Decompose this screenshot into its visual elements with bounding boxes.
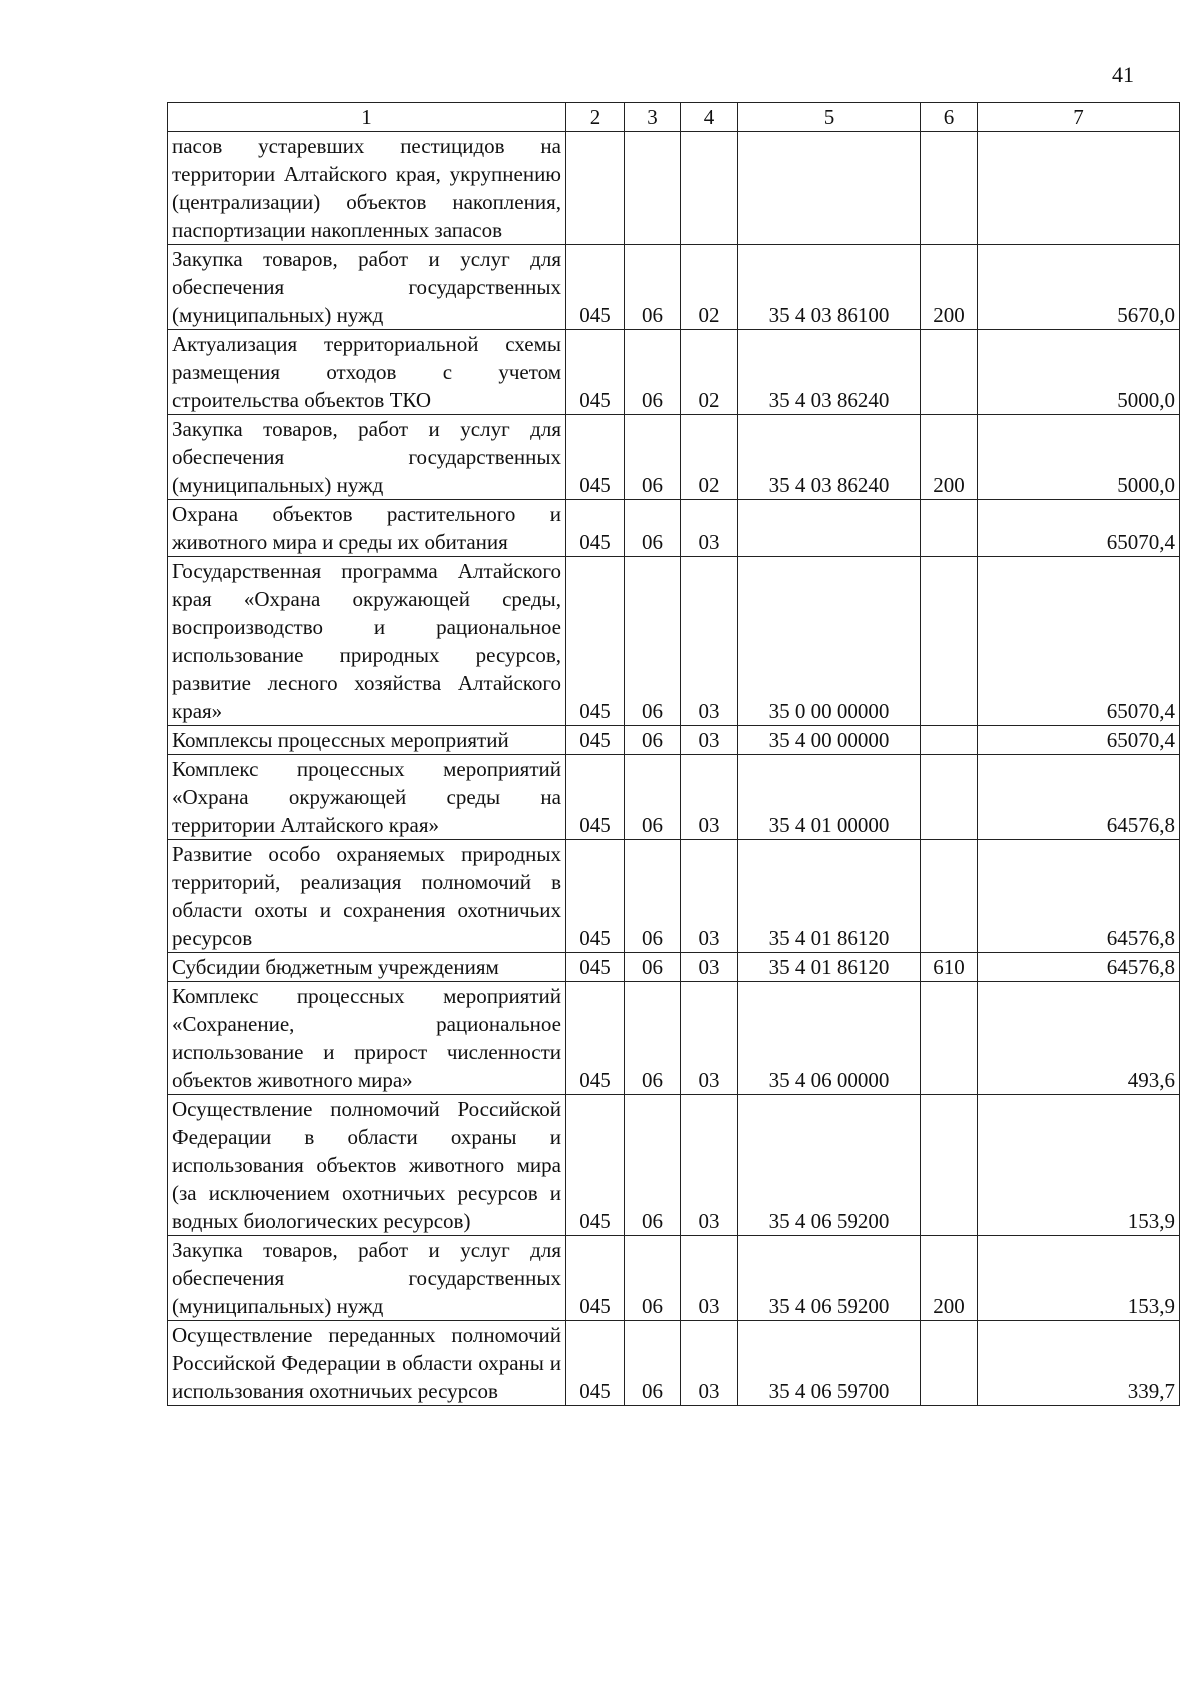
row-amount-cell: 64576,8 xyxy=(978,755,1180,840)
row-expense-type-cell: 200 xyxy=(921,1236,978,1321)
row-section-cell: 06 xyxy=(625,953,681,982)
row-subsection-cell: 02 xyxy=(681,415,738,500)
header-col-7: 7 xyxy=(978,103,1180,132)
row-expense-type-cell xyxy=(921,500,978,557)
row-amount-cell xyxy=(978,132,1180,245)
row-admin-code-cell: 045 xyxy=(566,982,625,1095)
row-subsection-cell: 03 xyxy=(681,1321,738,1406)
row-section-cell: 06 xyxy=(625,982,681,1095)
row-admin-code-cell: 045 xyxy=(566,1236,625,1321)
table-row xyxy=(168,726,1180,755)
table-row xyxy=(168,953,1180,982)
row-amount-cell: 65070,4 xyxy=(978,726,1180,755)
table-row xyxy=(168,1236,1180,1321)
row-name-cell: Комплекс процессных мероприятий «Сохранение, рациональное использование и прирост численности объектов животного мира» xyxy=(168,982,566,1095)
row-amount-cell: 5670,0 xyxy=(978,245,1180,330)
row-amount-cell: 64576,8 xyxy=(978,840,1180,953)
row-target-article-cell: 35 4 03 86100 xyxy=(738,245,921,330)
row-amount-cell: 153,9 xyxy=(978,1095,1180,1236)
row-name-cell: Субсидии бюджетным учреждениям xyxy=(168,953,566,982)
table-row xyxy=(168,415,1180,500)
row-section-cell: 06 xyxy=(625,245,681,330)
row-amount-cell: 339,7 xyxy=(978,1321,1180,1406)
header-col-5: 5 xyxy=(738,103,921,132)
row-amount-cell: 153,9 xyxy=(978,1236,1180,1321)
budget-table xyxy=(167,102,1180,1406)
row-amount-cell: 65070,4 xyxy=(978,557,1180,726)
row-subsection-cell: 03 xyxy=(681,840,738,953)
row-subsection-cell: 03 xyxy=(681,755,738,840)
header-col-1: 1 xyxy=(168,103,566,132)
row-expense-type-cell xyxy=(921,330,978,415)
row-section-cell: 06 xyxy=(625,1321,681,1406)
row-target-article-cell: 35 4 06 59700 xyxy=(738,1321,921,1406)
row-name-cell: Осуществление полномочий Российской Федерации в области охраны и использования объектов животного мира (за исключением охотничьих ресурсов и водных биологических ресурсов) xyxy=(168,1095,566,1236)
row-admin-code-cell: 045 xyxy=(566,1095,625,1236)
row-section-cell: 06 xyxy=(625,840,681,953)
row-expense-type-cell xyxy=(921,557,978,726)
row-subsection-cell: 03 xyxy=(681,726,738,755)
row-expense-type-cell xyxy=(921,132,978,245)
row-expense-type-cell xyxy=(921,755,978,840)
row-expense-type-cell xyxy=(921,1321,978,1406)
row-name-cell: Закупка товаров, работ и услуг для обеспечения государственных (муниципальных) нужд xyxy=(168,1236,566,1321)
row-target-article-cell: 35 4 06 59200 xyxy=(738,1236,921,1321)
row-expense-type-cell: 200 xyxy=(921,245,978,330)
header-col-3: 3 xyxy=(625,103,681,132)
row-subsection-cell: 03 xyxy=(681,953,738,982)
row-admin-code-cell: 045 xyxy=(566,557,625,726)
row-admin-code-cell: 045 xyxy=(566,726,625,755)
row-name-cell: Комплекс процессных мероприятий «Охрана окружающей среды на территории Алтайского края» xyxy=(168,755,566,840)
table-row xyxy=(168,840,1180,953)
row-expense-type-cell: 610 xyxy=(921,953,978,982)
row-target-article-cell: 35 4 03 86240 xyxy=(738,330,921,415)
row-section-cell: 06 xyxy=(625,500,681,557)
row-name-cell: Охрана объектов растительного и животного мира и среды их обитания xyxy=(168,500,566,557)
row-subsection-cell: 03 xyxy=(681,1236,738,1321)
row-name-cell: Актуализация территориальной схемы размещения отходов с учетом строительства объектов ТКО xyxy=(168,330,566,415)
row-admin-code-cell: 045 xyxy=(566,840,625,953)
row-section-cell xyxy=(625,132,681,245)
row-name-cell: Закупка товаров, работ и услуг для обеспечения государственных (муниципальных) нужд xyxy=(168,245,566,330)
row-target-article-cell: 35 4 01 00000 xyxy=(738,755,921,840)
row-name-cell: пасов устаревших пестицидов на территории Алтайского края, укрупнению (централизации) объектов накопления, паспортизации накопленных запасов xyxy=(168,132,566,245)
table-header-row xyxy=(168,103,1180,132)
table-row xyxy=(168,330,1180,415)
row-section-cell: 06 xyxy=(625,755,681,840)
row-expense-type-cell: 200 xyxy=(921,415,978,500)
row-target-article-cell: 35 0 00 00000 xyxy=(738,557,921,726)
row-admin-code-cell: 045 xyxy=(566,330,625,415)
row-target-article-cell: 35 4 01 86120 xyxy=(738,953,921,982)
row-expense-type-cell xyxy=(921,1095,978,1236)
row-admin-code-cell: 045 xyxy=(566,245,625,330)
row-admin-code-cell xyxy=(566,132,625,245)
row-admin-code-cell: 045 xyxy=(566,500,625,557)
row-admin-code-cell: 045 xyxy=(566,415,625,500)
row-name-cell: Комплексы процессных мероприятий xyxy=(168,726,566,755)
row-subsection-cell: 02 xyxy=(681,245,738,330)
row-admin-code-cell: 045 xyxy=(566,755,625,840)
row-target-article-cell xyxy=(738,132,921,245)
header-col-2: 2 xyxy=(566,103,625,132)
row-subsection-cell xyxy=(681,132,738,245)
row-section-cell: 06 xyxy=(625,726,681,755)
page-number: 41 xyxy=(1112,62,1134,87)
table-row xyxy=(168,500,1180,557)
table-row xyxy=(168,1095,1180,1236)
row-target-article-cell: 35 4 01 86120 xyxy=(738,840,921,953)
row-subsection-cell: 03 xyxy=(681,982,738,1095)
row-amount-cell: 5000,0 xyxy=(978,330,1180,415)
table-row xyxy=(168,245,1180,330)
table-row xyxy=(168,132,1180,245)
row-amount-cell: 64576,8 xyxy=(978,953,1180,982)
row-target-article-cell: 35 4 06 00000 xyxy=(738,982,921,1095)
header-col-6: 6 xyxy=(921,103,978,132)
table-row xyxy=(168,1321,1180,1406)
row-amount-cell: 493,6 xyxy=(978,982,1180,1095)
row-subsection-cell: 03 xyxy=(681,500,738,557)
row-expense-type-cell xyxy=(921,982,978,1095)
row-section-cell: 06 xyxy=(625,1095,681,1236)
row-section-cell: 06 xyxy=(625,330,681,415)
row-name-cell: Осуществление переданных полномочий Российской Федерации в области охраны и использования охотничьих ресурсов xyxy=(168,1321,566,1406)
row-section-cell: 06 xyxy=(625,415,681,500)
row-expense-type-cell xyxy=(921,840,978,953)
row-name-cell: Развитие особо охраняемых природных территорий, реализация полномочий в области охоты и сохранения охотничьих ресурсов xyxy=(168,840,566,953)
row-amount-cell: 65070,4 xyxy=(978,500,1180,557)
row-section-cell: 06 xyxy=(625,1236,681,1321)
row-admin-code-cell: 045 xyxy=(566,953,625,982)
row-subsection-cell: 03 xyxy=(681,1095,738,1236)
row-name-cell: Государственная программа Алтайского края «Охрана окружающей среды, воспроизводство и рациональное использование природных ресурсов, развитие лесного хозяйства Алтайского края» xyxy=(168,557,566,726)
header-col-4: 4 xyxy=(681,103,738,132)
row-admin-code-cell: 045 xyxy=(566,1321,625,1406)
row-subsection-cell: 02 xyxy=(681,330,738,415)
table-row xyxy=(168,755,1180,840)
row-section-cell: 06 xyxy=(625,557,681,726)
row-subsection-cell: 03 xyxy=(681,557,738,726)
row-target-article-cell: 35 4 00 00000 xyxy=(738,726,921,755)
row-target-article-cell xyxy=(738,500,921,557)
row-name-cell: Закупка товаров, работ и услуг для обеспечения государственных (муниципальных) нужд xyxy=(168,415,566,500)
row-target-article-cell: 35 4 06 59200 xyxy=(738,1095,921,1236)
table-row xyxy=(168,557,1180,726)
table-row xyxy=(168,982,1180,1095)
row-expense-type-cell xyxy=(921,726,978,755)
row-amount-cell: 5000,0 xyxy=(978,415,1180,500)
row-target-article-cell: 35 4 03 86240 xyxy=(738,415,921,500)
